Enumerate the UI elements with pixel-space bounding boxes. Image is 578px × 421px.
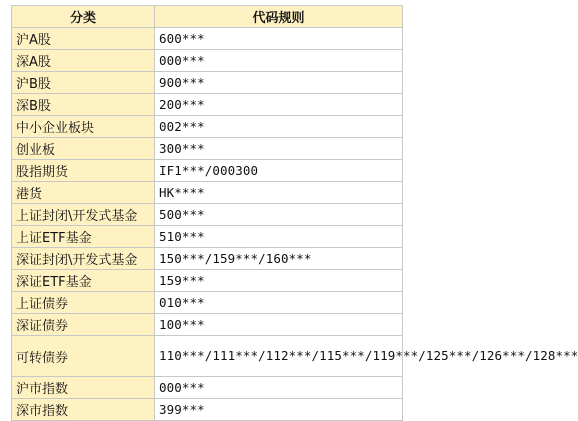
row-category: 上证封闭\开发式基金 xyxy=(12,204,155,226)
row-code-rule: 510*** xyxy=(155,226,403,248)
row-category: 深证债券 xyxy=(12,314,155,336)
header-code-rule: 代码规则 xyxy=(155,6,403,28)
row-category: 创业板 xyxy=(12,138,155,160)
table-row xyxy=(12,94,403,116)
table-row xyxy=(12,28,403,50)
table-row xyxy=(12,270,403,292)
table-row xyxy=(12,314,403,336)
row-category: 沪A股 xyxy=(12,28,155,50)
table-row xyxy=(12,116,403,138)
stock-code-rules-table xyxy=(11,5,578,421)
row-category: 深证封闭\开发式基金 xyxy=(12,248,155,270)
row-code-rule: 150***/159***/160*** xyxy=(155,248,403,270)
row-code-rule: 300*** xyxy=(155,138,403,160)
row-code-rule: IF1***/000300 xyxy=(155,160,403,182)
table-header xyxy=(12,6,403,28)
row-code-rule: 000*** xyxy=(155,50,403,72)
row-code-rule: 100*** xyxy=(155,314,403,336)
row-category: 中小企业板块 xyxy=(12,116,155,138)
row-category: 深B股 xyxy=(12,94,155,116)
row-category: 可转债券 xyxy=(12,336,155,377)
row-code-rule: 002*** xyxy=(155,116,403,138)
table-row xyxy=(12,336,403,377)
row-category: 深市指数 xyxy=(12,399,155,421)
row-category: 沪B股 xyxy=(12,72,155,94)
header-category: 分类 xyxy=(12,6,155,28)
table-body xyxy=(12,28,578,421)
row-category: 股指期货 xyxy=(12,160,155,182)
row-code-rule: HK**** xyxy=(155,182,403,204)
table-row xyxy=(12,248,403,270)
table-row xyxy=(12,292,403,314)
table-row xyxy=(12,204,403,226)
row-category: 上证债券 xyxy=(12,292,155,314)
table-row xyxy=(12,72,403,94)
row-code-rule: 200*** xyxy=(155,94,403,116)
row-code-rule: 159*** xyxy=(155,270,403,292)
row-category: 沪市指数 xyxy=(12,377,155,399)
table-row xyxy=(12,182,403,204)
row-code-rule: 010*** xyxy=(155,292,403,314)
row-code-rule: 000*** xyxy=(155,377,403,399)
row-code-rule: 399*** xyxy=(155,399,403,421)
row-code-rule: 900*** xyxy=(155,72,403,94)
row-category: 深证ETF基金 xyxy=(12,270,155,292)
table-row xyxy=(12,226,403,248)
row-code-rule: 500*** xyxy=(155,204,403,226)
row-code-rule: 110***/111***/112***/115***/119***/125***/126***/128*** xyxy=(155,336,403,377)
table-row xyxy=(12,138,403,160)
table-row xyxy=(12,399,403,421)
row-category: 深A股 xyxy=(12,50,155,72)
row-category: 上证ETF基金 xyxy=(12,226,155,248)
row-category: 港货 xyxy=(12,182,155,204)
table-row xyxy=(12,50,403,72)
header-row xyxy=(12,6,403,28)
table-row xyxy=(12,377,403,399)
row-code-rule: 600*** xyxy=(155,28,403,50)
table-row xyxy=(12,160,403,182)
